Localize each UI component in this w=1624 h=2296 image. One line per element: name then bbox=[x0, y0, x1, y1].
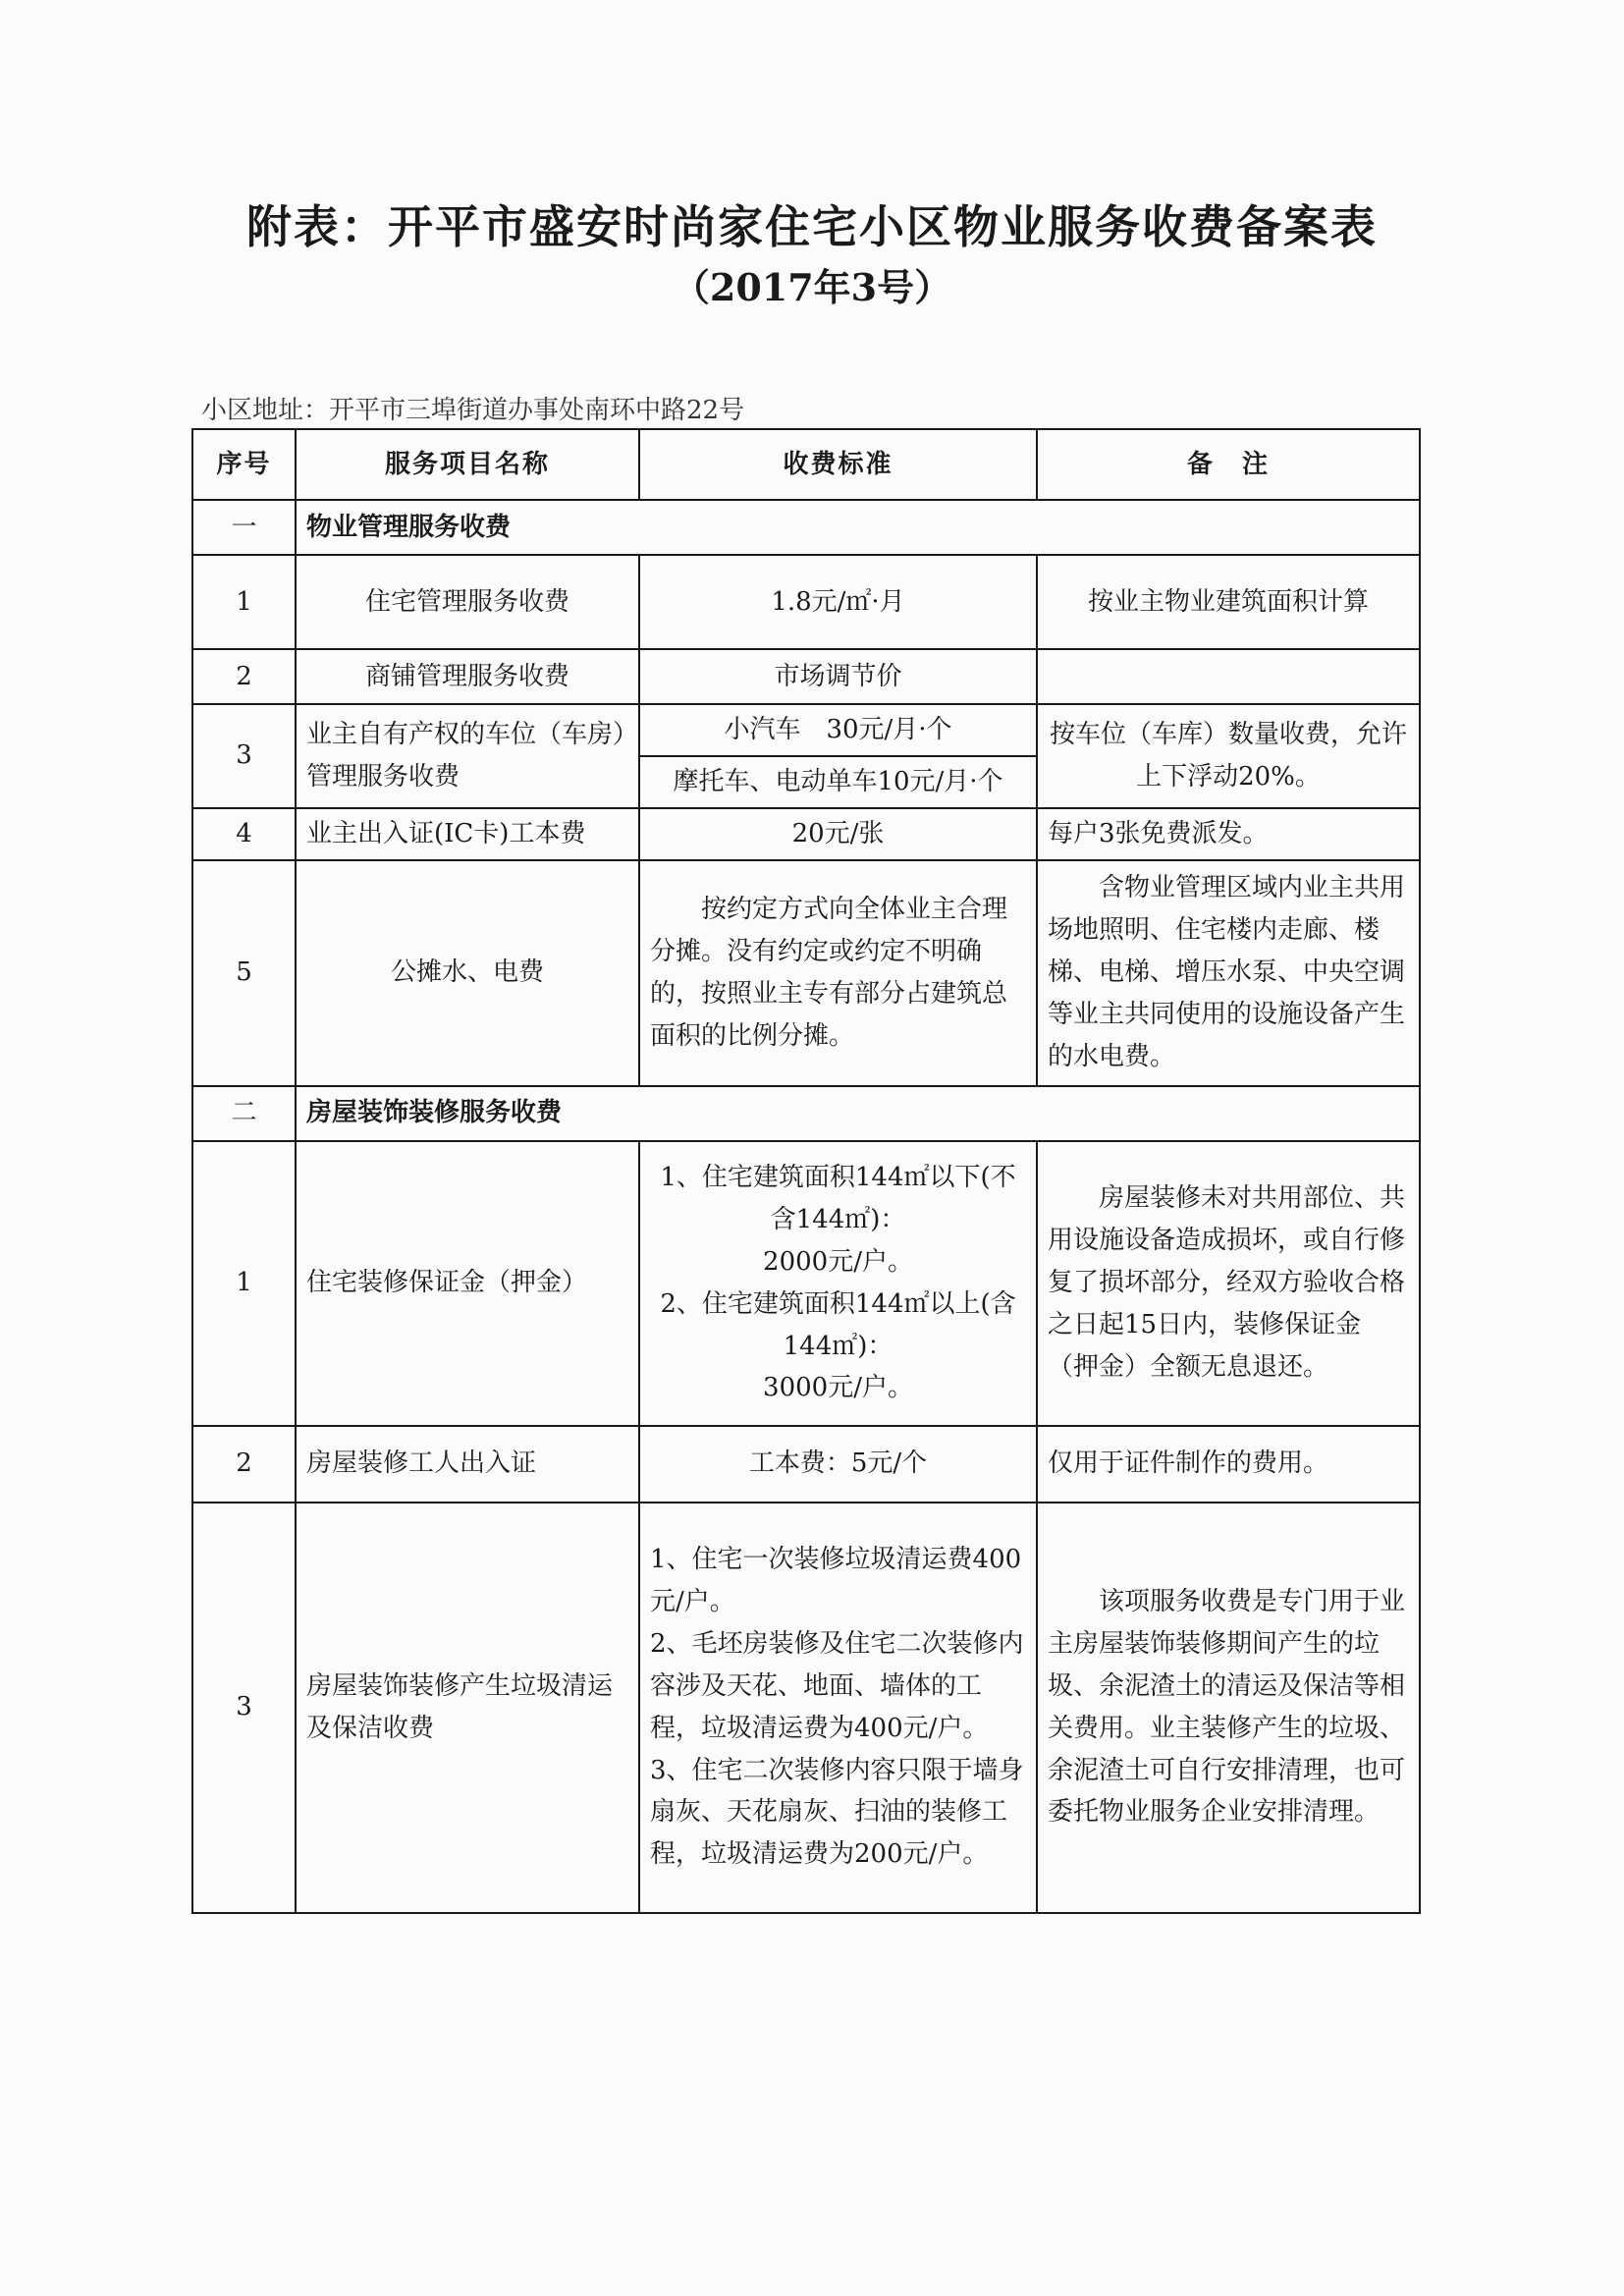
page-title: 附表：开平市盛安时尚家住宅小区物业服务收费备案表 bbox=[246, 200, 1378, 253]
header-no: 序号 bbox=[192, 429, 296, 500]
community-address: 小区地址：开平市三埠街道办事处南环中路22号 bbox=[201, 396, 745, 425]
row-remark bbox=[1037, 649, 1420, 704]
row-remark: 房屋装修未对共用部位、共用设施设备造成损坏，或自行修复了损坏部分，经双方验收合格之日起15日内，装修保证金（押金）全额无息退还。 bbox=[1037, 1141, 1420, 1426]
table-row bbox=[192, 704, 1420, 756]
table-row bbox=[192, 555, 1420, 649]
row-standard-motorbike: 摩托车、电动单车10元/月·个 bbox=[639, 756, 1037, 808]
row-item: 业主自有产权的车位（车房）管理服务收费 bbox=[296, 704, 639, 808]
row-remark: 含物业管理区域内业主共用场地照明、住宅楼内走廊、楼梯、电梯、增压水泵、中央空调等业主共同使用的设施设备产生的水电费。 bbox=[1037, 860, 1420, 1086]
row-standard: 1.8元/㎡·月 bbox=[639, 555, 1037, 649]
table-row bbox=[192, 860, 1420, 1086]
row-item: 房屋装饰装修产生垃圾清运及保洁收费 bbox=[296, 1503, 639, 1913]
row-standard: 按约定方式向全体业主合理分摊。没有约定或约定不明确的，按照业主专有部分占建筑总面积的比例分摊。 bbox=[639, 860, 1037, 1086]
row-no: 2 bbox=[192, 649, 296, 704]
row-item: 商铺管理服务收费 bbox=[296, 649, 639, 704]
section-name: 物业管理服务收费 bbox=[296, 500, 1420, 555]
fee-table bbox=[191, 428, 1421, 1914]
table-row bbox=[192, 1426, 1420, 1503]
row-standard: 1、住宅一次装修垃圾清运费400元/户。 2、毛坯房装修及住宅二次装修内容涉及天花、地面、墙体的工程，垃圾清运费为400元/户。 3、住宅二次装修内容只限于墙身扇灰、天花扇灰、扫油的装修工程，垃圾清运费为200元/户。 bbox=[639, 1503, 1037, 1913]
row-item: 住宅装修保证金（押金） bbox=[296, 1141, 639, 1426]
row-remark: 仅用于证件制作的费用。 bbox=[1037, 1426, 1420, 1503]
row-item: 住宅管理服务收费 bbox=[296, 555, 639, 649]
section-no: 一 bbox=[192, 500, 296, 555]
row-remark: 该项服务收费是专门用于业主房屋装饰装修期间产生的垃圾、余泥渣土的清运及保洁等相关费用。业主装修产生的垃圾、余泥渣土可自行安排清理，也可委托物业服务企业安排清理。 bbox=[1037, 1503, 1420, 1913]
row-no: 4 bbox=[192, 808, 296, 860]
table-row bbox=[192, 649, 1420, 704]
table-header-row bbox=[192, 429, 1420, 500]
table-row bbox=[192, 1503, 1420, 1913]
row-item: 房屋装修工人出入证 bbox=[296, 1426, 639, 1503]
row-no: 1 bbox=[192, 1141, 296, 1426]
row-no: 3 bbox=[192, 1503, 296, 1913]
row-standard: 1、住宅建筑面积144㎡以下(不含144㎡)： 2000元/户。 2、住宅建筑面积144㎡以上(含144㎡)： 3000元/户。 bbox=[639, 1141, 1037, 1426]
section-row bbox=[192, 1086, 1420, 1141]
row-standard: 工本费：5元/个 bbox=[639, 1426, 1037, 1503]
row-no: 5 bbox=[192, 860, 296, 1086]
section-no: 二 bbox=[192, 1086, 296, 1141]
row-standard: 20元/张 bbox=[639, 808, 1037, 860]
row-item: 公摊水、电费 bbox=[296, 860, 639, 1086]
table-row bbox=[192, 808, 1420, 860]
row-standard-car: 小汽车 30元/月·个 bbox=[639, 704, 1037, 756]
section-name: 房屋装饰装修服务收费 bbox=[296, 1086, 1420, 1141]
header-standard: 收费标准 bbox=[639, 429, 1037, 500]
row-remark: 按车位（车库）数量收费，允许上下浮动20%。 bbox=[1037, 704, 1420, 808]
row-no: 3 bbox=[192, 704, 296, 808]
header-item: 服务项目名称 bbox=[296, 429, 639, 500]
row-remark: 每户3张免费派发。 bbox=[1037, 808, 1420, 860]
row-no: 1 bbox=[192, 555, 296, 649]
row-item: 业主出入证(IC卡)工本费 bbox=[296, 808, 639, 860]
row-standard: 市场调节价 bbox=[639, 649, 1037, 704]
header-remark: 备 注 bbox=[1037, 429, 1420, 500]
row-remark: 按业主物业建筑面积计算 bbox=[1037, 555, 1420, 649]
page-subtitle: （2017年3号） bbox=[672, 265, 952, 309]
table-row bbox=[192, 1141, 1420, 1426]
section-row bbox=[192, 500, 1420, 555]
row-no: 2 bbox=[192, 1426, 296, 1503]
